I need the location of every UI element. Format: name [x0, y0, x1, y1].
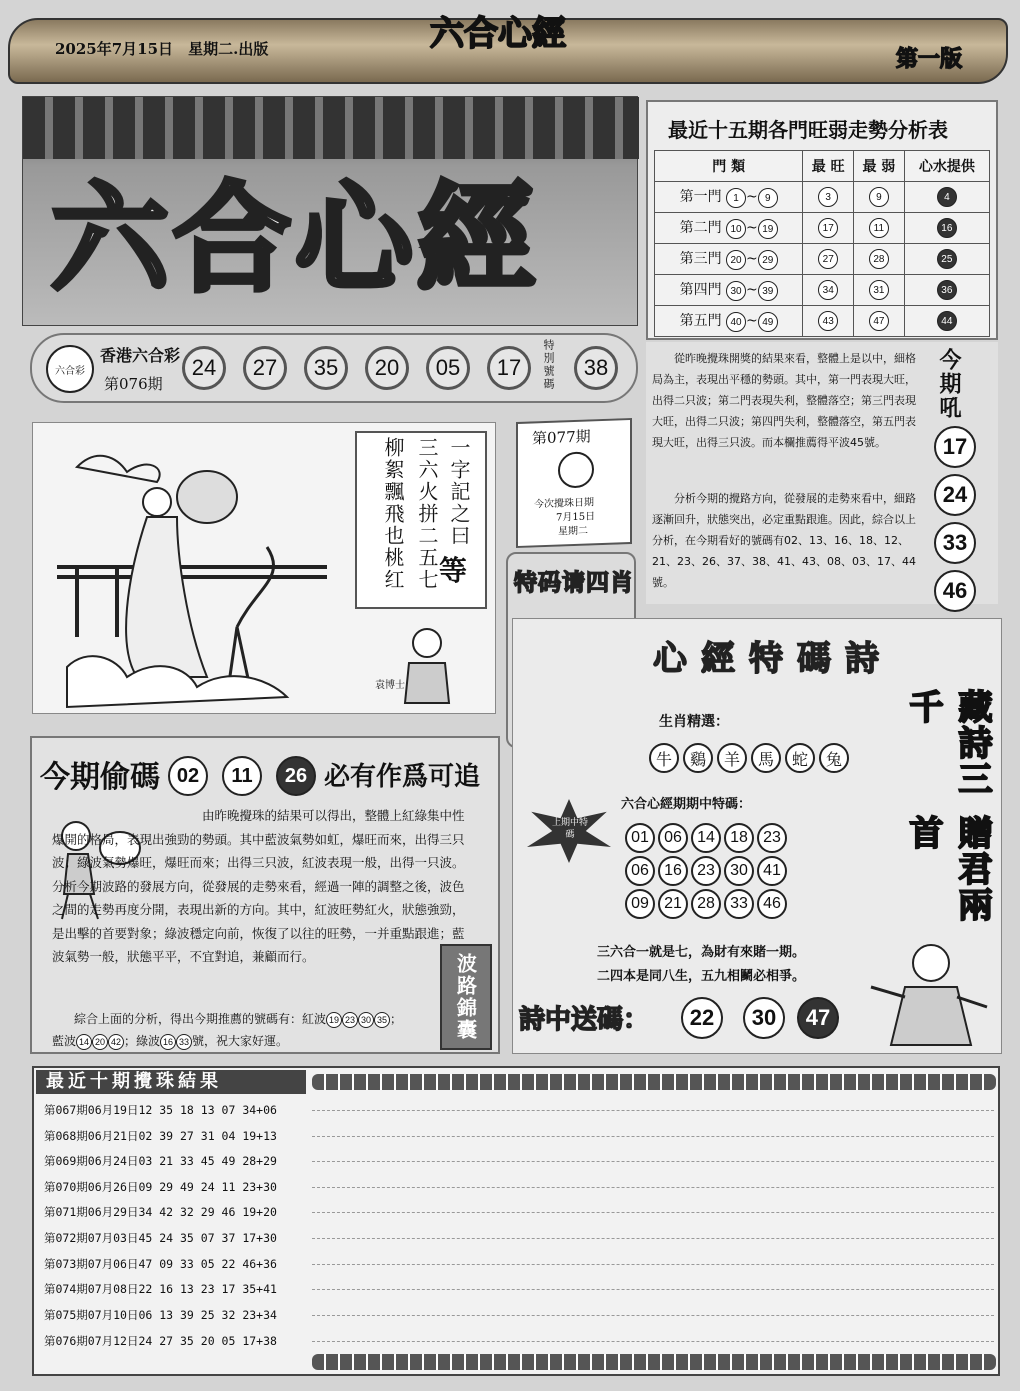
shengxiao-ball: 牛 — [649, 743, 679, 773]
edition-label: 第一版 — [896, 47, 963, 72]
code-ball: 06 — [625, 856, 655, 886]
dot-line — [312, 1289, 994, 1290]
poem-panel — [32, 422, 496, 714]
table-row: 第四門 30 ~ 39 34 31 36 — [655, 275, 990, 306]
code-ball: 41 — [757, 856, 787, 886]
draw-ball: 17 — [487, 346, 531, 390]
dot-line — [312, 1161, 994, 1162]
poem2-line2: 二四本是同八生，五九相鬭必相爭。 — [597, 969, 806, 984]
jinqi-ball: 17 — [934, 426, 976, 468]
code-ball: 06 — [658, 823, 688, 853]
dot-line — [312, 1341, 994, 1342]
touma-ball: 26 — [276, 756, 316, 796]
result-row: 第076期07月12日24 27 35 20 05 17+38 — [44, 1334, 277, 1348]
dot-line — [312, 1264, 994, 1265]
code-ball: 18 — [724, 823, 754, 853]
result-row: 第072期07月03日45 24 35 07 37 17+30 — [44, 1231, 277, 1245]
stamp-text: 上期中特碼 — [551, 818, 588, 840]
code-ball: 33 — [724, 889, 754, 919]
shengxiao-ball: 鷄 — [683, 743, 713, 773]
poem2-side1: 藏詩三千 — [903, 689, 992, 797]
header-date: 2025年7月15日 星期二.出版 — [55, 40, 269, 58]
shengxiao-label: 生肖精選： — [659, 714, 729, 730]
draw-ball: 24 — [182, 346, 226, 390]
calendar-date: 7月15日 — [556, 511, 596, 524]
dot-line — [312, 1187, 994, 1188]
jinqi-label: 今期吼 — [936, 348, 962, 420]
numbers-strip-bottom — [312, 1354, 996, 1370]
header-logo: 六合心經 — [430, 14, 566, 54]
calendar-weekday: 星期二 — [558, 525, 588, 538]
poem-col3: 一字記之曰 — [447, 437, 471, 547]
calendar-period: 第077期 — [532, 427, 591, 448]
codes-grid — [625, 823, 805, 919]
result-row: 第074期07月08日22 16 13 23 17 35+41 — [44, 1282, 277, 1296]
result-row: 第073期07月06日47 09 33 05 22 46+36 — [44, 1257, 277, 1271]
figure-tag: 袁博士 — [375, 680, 405, 691]
poem2-side2: 贈君兩首 — [903, 815, 992, 923]
result-row: 第070期06月26日09 29 49 24 11 23+30 — [44, 1180, 277, 1194]
touma-summary: 綜合上面的分析，得出今期推薦的號碼有：紅波 19 23 30 35 ； 藍波 14 20 42 ；綠波 16 33 號，祝大家好運。 — [52, 1012, 403, 1048]
col-header: 心水提供 — [904, 151, 989, 182]
shengxiao-ball: 羊 — [717, 743, 747, 773]
scholar-figure-2 — [861, 937, 993, 1049]
draw-ball: 35 — [304, 346, 348, 390]
touma-text: 由昨晚攪珠的結果可以得出，整體上紅綠集中性爆開的格局，表現出強勁的勢頭。其中藍波氣勢如虹，爆旺而來，出得三只波；綠波氣勢爆旺，爆旺而來；出得三只波，紅波表現一般，出得一只波。分析今期波路的發展方向，從發展的走勢來看，經過一陣的調整之後，波色之間的走勢再度分開，表現出新的方向。其中，紅波旺勢紅火，狀態強勁，是出擊的首要對象；綠波穩定向前，恢復了以往的旺勢，一并重點跟進；藍波氣勢一般，狀態平平，不宜對追，兼顧而行。 — [52, 808, 465, 964]
shengxiao-ball: 兔 — [819, 743, 849, 773]
poem2-line1: 三六合一就是七，為財有來賭一期。 — [597, 945, 806, 960]
table-row: 第二門 10 ~ 19 17 11 16 — [655, 213, 990, 244]
calendar-logo-icon — [558, 451, 594, 488]
jinqi-ball: 46 — [934, 570, 976, 612]
dot-line — [312, 1212, 994, 1213]
dot-line — [312, 1110, 994, 1111]
touma-ball: 02 — [168, 756, 208, 796]
give-ball: 47 — [797, 997, 839, 1039]
special-label: 特別號碼 — [542, 339, 555, 391]
poem-col2: 三六火拼二五七 — [415, 437, 439, 591]
touma-panel — [30, 736, 500, 1054]
special-ball: 38 — [574, 346, 618, 390]
codes-label: 六合心經期期中特碼： — [621, 797, 752, 812]
touma-title: 今期偷碼 — [40, 760, 160, 795]
poem2-panel — [512, 618, 1002, 1054]
draw-ball: 27 — [243, 346, 287, 390]
code-ball: 21 — [658, 889, 688, 919]
table-row: 第五門 40 ~ 49 43 47 44 — [655, 306, 990, 337]
banner-strip — [23, 97, 639, 159]
result-row: 第069期06月24日03 21 33 45 49 28+29 — [44, 1154, 277, 1168]
jinqi-ball: 33 — [934, 522, 976, 564]
code-ball: 23 — [691, 856, 721, 886]
dot-line — [312, 1136, 994, 1137]
touma-slogan: 必有作爲可追 — [324, 762, 481, 792]
trend-table — [654, 150, 990, 337]
result-row: 第068期06月21日02 39 27 31 04 19+13 — [44, 1129, 277, 1143]
hk-logo-icon: 六合彩 — [46, 345, 94, 393]
poem-col1: 柳絮飄飛也桃红 — [381, 437, 405, 591]
result-row: 第067期06月19日12 35 18 13 07 34+06 — [44, 1103, 277, 1117]
trend-title: 最近十五期各門旺弱走勢分析表 — [668, 118, 948, 142]
numbers-strip-top — [312, 1074, 996, 1090]
code-ball: 09 — [625, 889, 655, 919]
give-label: 詩中送碼： — [519, 1005, 650, 1035]
code-ball: 46 — [757, 889, 787, 919]
draw-period: 第076期 — [104, 375, 163, 393]
code-ball: 23 — [757, 823, 787, 853]
trend-panel — [646, 100, 998, 340]
give-ball: 30 — [743, 997, 785, 1039]
table-row: 第一門 1 ~ 9 3 9 4 — [655, 182, 990, 213]
dot-line — [312, 1315, 994, 1316]
banner — [22, 96, 638, 326]
fairy-illustration — [37, 427, 337, 711]
draw-result — [30, 333, 638, 403]
poem-tail: 等 — [439, 554, 468, 587]
shengxiao-ball: 蛇 — [785, 743, 815, 773]
col-header: 最 弱 — [854, 151, 905, 182]
code-ball: 16 — [658, 856, 688, 886]
draw-ball: 05 — [426, 346, 470, 390]
calendar-line1: 今次攪珠日期 — [534, 497, 594, 511]
col-header: 最 旺 — [803, 151, 854, 182]
analysis-panel — [646, 342, 998, 604]
draw-brand: 香港六合彩 — [100, 346, 181, 365]
code-ball: 14 — [691, 823, 721, 853]
calendar — [516, 418, 632, 548]
draw-numbers — [182, 346, 531, 390]
sixiao-title: 特码请四肖 — [514, 569, 634, 596]
jinqi-numbers — [934, 426, 976, 612]
scholar-figure — [397, 623, 457, 707]
draw-ball: 20 — [365, 346, 409, 390]
shengxiao-list — [649, 743, 849, 773]
banner-title: 六合心經 — [51, 170, 540, 308]
touma-ball: 11 — [222, 756, 262, 796]
analysis-p2: 分析今期的攪路方向，從發展的走勢來看中，細路逐漸回升，狀態突出，必定重點跟進。因此，綜合以上分析，在今期看好的號碼有02、13、16、18、12、21、23、26、37、38、41、43、08、03、17、44號。 — [652, 492, 916, 589]
shengxiao-ball: 馬 — [751, 743, 781, 773]
code-ball: 01 — [625, 823, 655, 853]
result-row: 第071期06月29日34 42 32 29 46 19+20 — [44, 1205, 277, 1219]
poem2-title: 心經特碼詩 — [653, 639, 893, 679]
jinqi-ball: 24 — [934, 474, 976, 516]
table-row: 第三門 20 ~ 29 27 28 25 — [655, 244, 990, 275]
analysis-p1: 從昨晚攪珠開獎的結果來看，整體上是以中，細格局為主，表現出平穩的勢頭。其中，第一門表現大旺，出得二只波；第二門表現失利，整體落空；第三門表現大旺，出得二只波；第四門失利，整體落空，第五門表現大旺，出得三只波。而本欄推薦得平波45號。 — [652, 352, 916, 449]
results-title: 最近十期攪珠結果 — [36, 1070, 306, 1094]
dot-line — [312, 1238, 994, 1239]
touma-side-label: 波路錦囊 — [440, 944, 492, 1050]
code-ball: 28 — [691, 889, 721, 919]
code-ball: 30 — [724, 856, 754, 886]
col-header: 門 類 — [655, 151, 803, 182]
give-ball: 22 — [681, 997, 723, 1039]
result-row: 第075期07月10日06 13 39 25 32 23+34 — [44, 1308, 277, 1322]
